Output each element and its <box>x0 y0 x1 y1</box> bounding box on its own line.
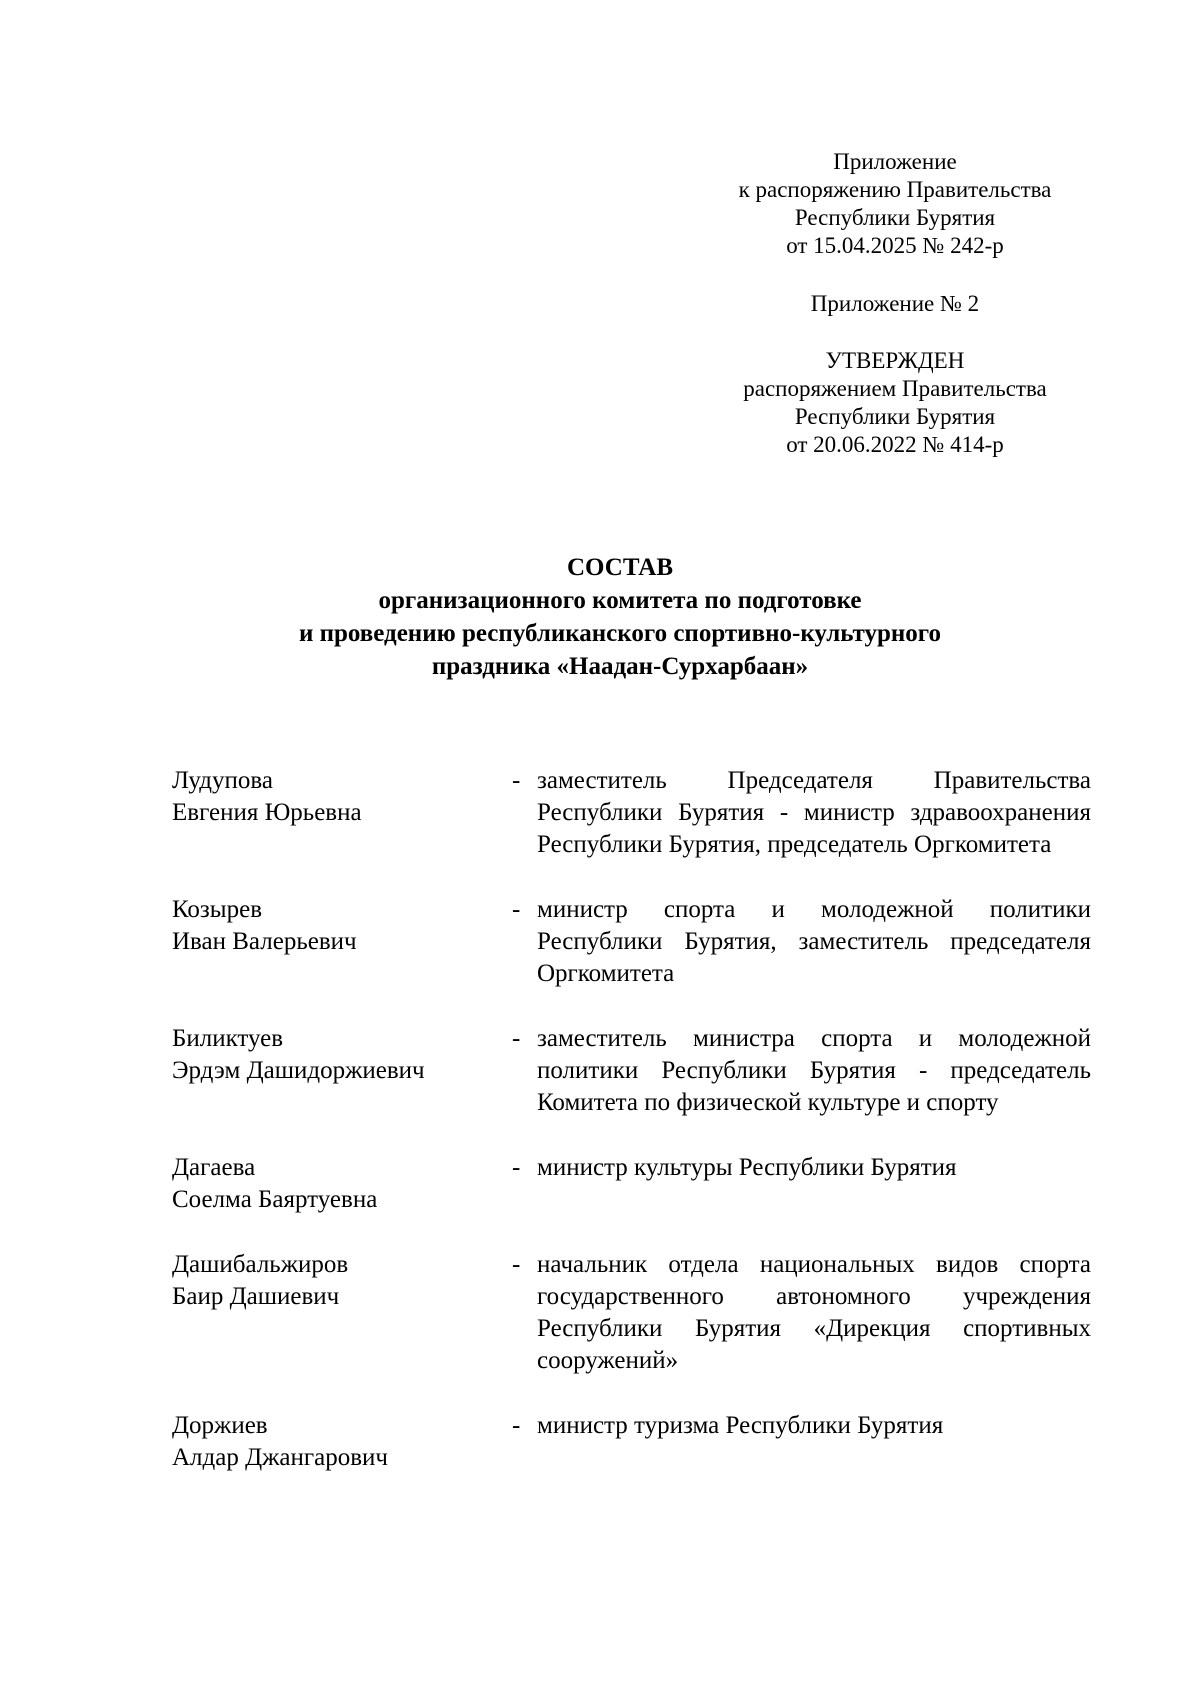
member-surname: Лудупова <box>172 767 273 794</box>
member-name <box>172 1410 512 1474</box>
member-surname: Дашибальжиров <box>172 1251 349 1278</box>
approved-line: от 20.06.2022 № 414-р <box>786 432 1004 457</box>
member-row <box>172 1410 1092 1474</box>
member-surname: Козырев <box>172 896 263 923</box>
member-role: начальник отдела национальных видов спорта государственного автономного учреждения Республики Бурятия «Дирекция спортивных сооружений» <box>537 1251 1091 1374</box>
member-dash: - <box>512 1154 521 1181</box>
appendix-line: к распоряжению Правительства <box>738 177 1052 202</box>
approved-block <box>690 347 1100 459</box>
member-role: министр спорта и молодежной политики Республики Бурятия, заместитель председателя Оргкомитета <box>537 896 1091 987</box>
member-given-names: Эрдэм Дашидоржиевич <box>172 1057 425 1084</box>
member-name <box>172 1023 512 1119</box>
member-dash: - <box>512 1251 521 1278</box>
member-dash: - <box>512 767 521 794</box>
member-role: министр туризма Республики Бурятия <box>537 1412 944 1439</box>
member-row <box>172 1249 1092 1377</box>
member-given-names: Евгения Юрьевна <box>172 799 362 826</box>
member-given-names: Баир Дашиевич <box>172 1283 340 1310</box>
title-line: праздника «Наадан-Сурхарбаан» <box>431 653 809 680</box>
member-name <box>172 765 512 861</box>
appendix-line: Приложение <box>833 149 957 174</box>
member-name <box>172 1249 512 1377</box>
appendix-number: Приложение № 2 <box>810 291 980 316</box>
appendix-line: от 15.04.2025 № 242-р <box>786 233 1004 258</box>
member-given-names: Алдар Джангарович <box>172 1444 389 1471</box>
member-row <box>172 1152 1092 1216</box>
member-name <box>172 894 512 990</box>
member-name <box>172 1152 512 1216</box>
member-surname: Дагаева <box>172 1154 256 1181</box>
member-role: заместитель министра спорта и молодежной политики Республики Бурятия - председатель Комитета по физической культуре и спорту <box>537 1025 1091 1116</box>
title-line: и проведению республиканского спортивно-культурного <box>298 620 942 647</box>
member-role: министр культуры Республики Бурятия <box>537 1154 957 1181</box>
appendix-block <box>690 148 1100 260</box>
member-row <box>172 1023 1092 1119</box>
member-role: заместитель Председателя Правительства Республики Бурятия - министр здравоохранения Республики Бурятия, председатель Оргкомитета <box>537 767 1091 858</box>
title-line: СОСТАВ <box>566 554 674 581</box>
member-dash: - <box>512 1412 521 1439</box>
member-dash: - <box>512 896 521 923</box>
member-row <box>172 894 1092 990</box>
approved-line: распоряжением Правительства <box>743 376 1047 401</box>
member-surname: Биликтуев <box>172 1025 284 1052</box>
members-list <box>172 765 1092 1474</box>
approved-line: УТВЕРЖДЕН <box>825 348 965 373</box>
member-dash: - <box>512 1025 521 1052</box>
member-surname: Доржиев <box>172 1412 268 1439</box>
member-given-names: Соелма Баяртуевна <box>172 1186 378 1213</box>
member-given-names: Иван Валерьевич <box>172 928 357 955</box>
title-line: организационного комитета по подготовке <box>378 587 862 614</box>
document-title <box>150 551 1090 683</box>
appendix-number-block <box>690 290 1100 318</box>
approved-line: Республики Бурятия <box>794 404 996 429</box>
appendix-line: Республики Бурятия <box>794 205 996 230</box>
member-row <box>172 765 1092 861</box>
